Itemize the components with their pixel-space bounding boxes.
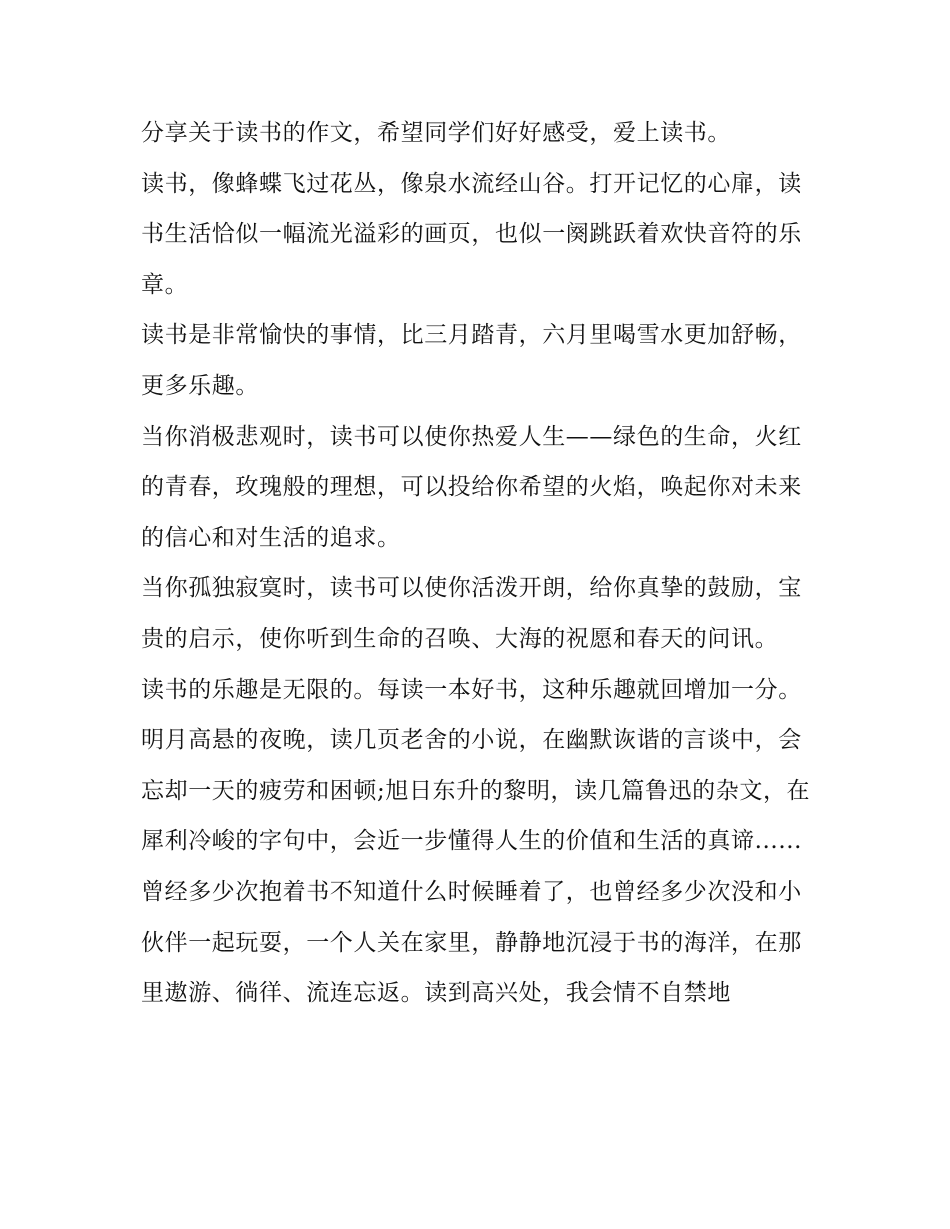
paragraph-loneliness: 当你孤独寂寞时，读书可以使你活泼开朗，给你真挚的鼓励，宝贵的启示，使你听到生命的召唤、大海的祝愿和春天的问讯。 <box>141 575 802 652</box>
paragraph-intro: 分享关于读书的作文，希望同学们好好感受，爱上读书。 <box>141 120 731 146</box>
paragraph-joy: 读书是非常愉快的事情，比三月踏青，六月里喝雪水更加舒畅，更多乐趣。 <box>141 322 802 399</box>
paragraph-pessimism: 当你消极悲观时，读书可以使你热爱人生——绿色的生命，火红的青春，玫瑰般的理想，可以投给你希望的火焰，唤起你对未来的信心和对生活的追求。 <box>141 423 802 551</box>
paragraph-infinite-fun: 读书的乐趣是无限的。每读一本好书，这种乐趣就回增加一分。明月高悬的夜晚，读几页老舍的小说，在幽默诙谐的言谈中，会忘却一天的疲劳和困顿;旭日东升的黎明，读几篇鲁迅的杂文，在犀利冷峻的字句中，会近一步懂得人生的价值和生活的真谛...... <box>141 676 811 855</box>
document-body <box>141 108 816 1019</box>
paragraph-simile: 读书，像蜂蝶飞过花丛，像泉水流经山谷。打开记忆的心扉，读书生活恰似一幅流光溢彩的画页，也似一阕跳跃着欢快音符的乐章。 <box>141 170 802 298</box>
paragraph-memories: 曾经多少次抱着书不知道什么时候睡着了，也曾经多少次没和小伙伴一起玩耍，一个人关在家里，静静地沉浸于书的海洋，在那里遨游、徜徉、流连忘返。读到高兴处，我会情不自禁地 <box>141 878 802 1007</box>
